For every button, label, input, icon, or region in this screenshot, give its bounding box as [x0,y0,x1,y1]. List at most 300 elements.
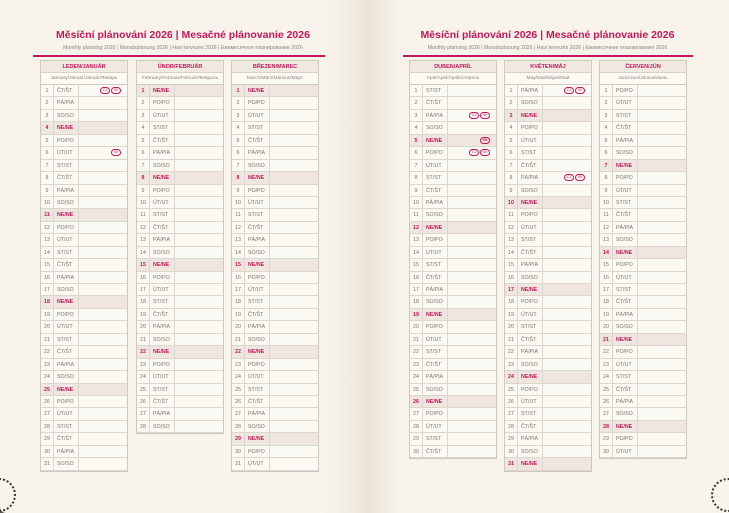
month-translations: June/Juni/Június/Июнь [600,73,686,85]
weekday-label: SO/SO [518,272,543,283]
page-title: Měsíční plánování 2026 | Mesačné plánovanie 2026 [420,29,675,41]
day-row[interactable] [600,433,686,445]
day-row[interactable] [41,384,127,396]
day-row[interactable] [600,135,686,147]
day-row[interactable] [410,197,496,209]
day-row[interactable] [600,234,686,246]
day-row[interactable] [410,408,496,420]
day-row[interactable] [410,222,496,234]
day-row[interactable] [137,408,223,420]
weekday-label: PO/PO [245,97,270,108]
day-row[interactable] [41,321,127,333]
weekday-label: SO/SO [245,160,270,171]
weekday-label: ST/ST [423,172,448,183]
day-row[interactable] [137,122,223,134]
day-row[interactable] [41,222,127,234]
weekday-label: PÁ/PIA [54,185,79,196]
weekday-label: ÚT/UT [613,185,638,196]
day-row[interactable] [410,334,496,346]
day-row[interactable] [505,446,591,458]
day-number: 8 [505,172,518,183]
day-row[interactable] [137,371,223,383]
day-row[interactable] [137,234,223,246]
day-row[interactable] [410,110,496,122]
notes-cell[interactable] [543,174,591,181]
day-number: 24 [137,371,150,382]
day-row[interactable] [41,85,127,97]
day-number: 27 [137,408,150,419]
day-row[interactable] [410,384,496,396]
day-row[interactable] [41,122,127,134]
day-row[interactable] [41,209,127,221]
day-row[interactable] [232,446,318,458]
day-row[interactable] [232,408,318,420]
day-row[interactable] [410,209,496,221]
weekday-label: ST/ST [518,147,543,158]
day-row[interactable] [232,346,318,358]
day-row[interactable] [410,97,496,109]
day-number: 11 [137,209,150,220]
day-row[interactable] [410,421,496,433]
day-row[interactable] [410,296,496,308]
day-row[interactable] [232,135,318,147]
day-number: 15 [410,259,423,270]
day-row[interactable] [232,309,318,321]
day-row[interactable] [137,209,223,221]
day-number: 13 [410,234,423,245]
weekday-label: ST/ST [613,284,638,295]
weekday-label: PÁ/PIA [613,222,638,233]
day-row[interactable] [137,321,223,333]
weekday-label: NE/NE [518,110,543,121]
weekday-label: ÚT/UT [54,147,79,158]
weekday-label: NE/NE [54,296,79,307]
day-row[interactable] [41,110,127,122]
day-row[interactable] [410,446,496,458]
notes-cell[interactable] [448,112,496,119]
day-row[interactable] [137,359,223,371]
weekday-label: PÁ/PIA [423,197,448,208]
day-row[interactable] [41,446,127,458]
day-row[interactable] [600,346,686,358]
day-number: 9 [232,185,245,196]
day-row[interactable] [41,421,127,433]
weekday-label: ČT/ŠT [54,85,79,96]
day-row[interactable] [600,321,686,333]
day-row[interactable] [505,309,591,321]
day-row[interactable] [41,359,127,371]
day-row[interactable] [137,284,223,296]
weekday-label: SO/SO [613,234,638,245]
day-row[interactable] [41,147,127,159]
day-row[interactable] [232,334,318,346]
weekday-label: SO/SO [245,421,270,432]
day-row[interactable] [600,446,686,458]
day-row[interactable] [505,421,591,433]
day-number: 28 [410,421,423,432]
weekday-label: ST/ST [518,321,543,332]
day-row[interactable] [505,85,591,97]
weekday-label: ST/ST [423,346,448,357]
day-number: 25 [410,384,423,395]
weekday-label: ČT/ŠT [518,334,543,345]
day-row[interactable] [232,247,318,259]
day-row[interactable] [232,85,318,97]
day-row[interactable] [232,160,318,172]
day-row[interactable] [600,185,686,197]
day-row[interactable] [137,185,223,197]
weekday-label: ČT/ŠT [613,384,638,395]
weekday-label: ÚT/UT [245,458,270,469]
day-row[interactable] [137,396,223,408]
weekday-label: PO/PO [518,296,543,307]
notes-cell[interactable] [448,137,496,144]
day-row[interactable] [410,371,496,383]
weekday-label: SO/SO [54,458,79,469]
day-row[interactable] [505,346,591,358]
day-row[interactable] [600,209,686,221]
weekday-label: PÁ/PIA [245,408,270,419]
day-number: 21 [600,334,613,345]
day-row[interactable] [600,85,686,97]
weekday-label: SO/SO [245,247,270,258]
day-row[interactable] [137,421,223,433]
day-row[interactable] [505,359,591,371]
weekday-label: ÚT/UT [423,247,448,258]
day-row[interactable] [232,284,318,296]
month-translations: March/März/Március/Март [232,73,318,85]
day-row[interactable] [600,197,686,209]
day-row[interactable] [137,346,223,358]
day-row[interactable] [41,197,127,209]
day-row[interactable] [505,433,591,445]
day-number: 18 [137,296,150,307]
day-row[interactable] [410,272,496,284]
day-row[interactable] [600,284,686,296]
day-number: 27 [600,408,613,419]
weekday-label: ST/ST [245,209,270,220]
day-row[interactable] [232,222,318,234]
day-row[interactable] [600,122,686,134]
day-row[interactable] [600,247,686,259]
day-number: 12 [137,222,150,233]
day-row[interactable] [505,247,591,259]
day-number: 8 [410,172,423,183]
day-row[interactable] [505,458,591,470]
day-row[interactable] [505,296,591,308]
day-number: 23 [410,359,423,370]
day-row[interactable] [600,172,686,184]
day-row[interactable] [232,396,318,408]
month-table [231,60,319,472]
weekday-label: ÚT/UT [245,110,270,121]
day-row[interactable] [600,222,686,234]
day-number: 3 [41,110,54,121]
weekday-label: PÁ/PIA [518,346,543,357]
day-row[interactable] [137,296,223,308]
day-row[interactable] [232,371,318,383]
day-row[interactable] [410,309,496,321]
day-number: 16 [137,272,150,283]
weekday-label: NE/NE [518,284,543,295]
day-row[interactable] [137,197,223,209]
day-number: 26 [600,396,613,407]
day-row[interactable] [41,160,127,172]
day-row[interactable] [410,185,496,197]
day-number: 13 [232,234,245,245]
day-row[interactable] [232,384,318,396]
weekday-label: SO/SO [423,122,448,133]
weekday-label: ČT/ŠT [245,135,270,146]
day-row[interactable] [137,85,223,97]
month-name: DUBEN/APRÍL [410,61,496,73]
day-row[interactable] [41,296,127,308]
day-row[interactable] [505,234,591,246]
month-name: LEDEN/JANUÁR [41,61,127,73]
day-row[interactable] [41,185,127,197]
day-number: 4 [232,122,245,133]
day-row[interactable] [600,272,686,284]
day-row[interactable] [232,97,318,109]
day-row[interactable] [137,384,223,396]
day-number: 8 [600,172,613,183]
holiday-badge: CZ [564,87,574,94]
weekday-label: ÚT/UT [518,309,543,320]
day-row[interactable] [232,296,318,308]
day-row[interactable] [41,97,127,109]
day-row[interactable] [505,197,591,209]
day-row[interactable] [600,296,686,308]
day-row[interactable] [232,185,318,197]
day-row[interactable] [232,147,318,159]
day-row[interactable] [505,334,591,346]
day-row[interactable] [600,97,686,109]
month-table [409,60,497,459]
day-row[interactable] [410,396,496,408]
day-row[interactable] [410,321,496,333]
day-row[interactable] [600,421,686,433]
weekday-label: ČT/ŠT [518,247,543,258]
day-row[interactable] [410,147,496,159]
day-number: 28 [600,421,613,432]
day-row[interactable] [410,160,496,172]
day-number: 25 [505,384,518,395]
weekday-label: ÚT/UT [54,408,79,419]
holiday-badge: SK [480,137,490,144]
day-row[interactable] [410,433,496,445]
day-row[interactable] [137,160,223,172]
day-row[interactable] [137,172,223,184]
day-number: 12 [505,222,518,233]
notes-cell[interactable] [543,87,591,94]
day-row[interactable] [410,247,496,259]
day-number: 1 [41,85,54,96]
day-row[interactable] [600,160,686,172]
weekday-label: ÚT/UT [423,421,448,432]
weekday-label: NE/NE [54,209,79,220]
day-row[interactable] [410,259,496,271]
day-row[interactable] [232,172,318,184]
day-row[interactable] [41,234,127,246]
day-row[interactable] [410,284,496,296]
day-row[interactable] [505,185,591,197]
notes-cell[interactable] [79,149,127,156]
day-row[interactable] [137,147,223,159]
day-row[interactable] [505,321,591,333]
day-row[interactable] [41,272,127,284]
day-row[interactable] [600,147,686,159]
weekday-label: ČT/ŠT [54,172,79,183]
day-row[interactable] [600,110,686,122]
day-row[interactable] [410,122,496,134]
day-number: 3 [505,110,518,121]
day-row[interactable] [505,122,591,134]
weekday-label: PÁ/PIA [150,408,175,419]
day-row[interactable] [505,371,591,383]
day-number: 23 [41,359,54,370]
day-row[interactable] [137,309,223,321]
weekday-label: PÁ/PIA [54,97,79,108]
month-name: ČERVEN/JÚN [600,61,686,73]
day-number: 8 [137,172,150,183]
day-number: 6 [232,147,245,158]
day-number: 4 [410,122,423,133]
day-row[interactable] [232,122,318,134]
day-row[interactable] [505,259,591,271]
day-row[interactable] [600,334,686,346]
day-row[interactable] [232,209,318,221]
day-number: 2 [600,97,613,108]
month-table [504,60,592,472]
day-row[interactable] [232,321,318,333]
weekday-label: ÚT/UT [150,371,175,382]
day-row[interactable] [41,396,127,408]
weekday-label: ST/ST [613,197,638,208]
day-row[interactable] [232,197,318,209]
day-row[interactable] [600,359,686,371]
day-number: 24 [232,371,245,382]
day-row[interactable] [505,172,591,184]
day-number: 9 [505,185,518,196]
day-row[interactable] [232,359,318,371]
day-number: 13 [505,234,518,245]
day-row[interactable] [41,172,127,184]
day-row[interactable] [410,234,496,246]
day-row[interactable] [600,396,686,408]
day-number: 15 [137,259,150,270]
day-row[interactable] [232,272,318,284]
day-row[interactable] [137,259,223,271]
day-row[interactable] [600,384,686,396]
day-row[interactable] [600,259,686,271]
weekday-label: SO/SO [613,408,638,419]
day-row[interactable] [505,396,591,408]
weekday-label: PÁ/PIA [613,309,638,320]
day-row[interactable] [41,259,127,271]
day-row[interactable] [137,272,223,284]
day-row[interactable] [410,346,496,358]
day-number: 20 [41,321,54,332]
day-row[interactable] [505,284,591,296]
day-row[interactable] [410,172,496,184]
day-row[interactable] [600,371,686,383]
day-row[interactable] [232,110,318,122]
weekday-label: PÁ/PIA [150,234,175,245]
weekday-label: PO/PO [150,97,175,108]
weekday-label: ÚT/UT [54,234,79,245]
day-row[interactable] [137,222,223,234]
weekday-label: PÁ/PIA [518,85,543,96]
day-row[interactable] [41,458,127,470]
weekday-label: ST/ST [518,408,543,419]
day-row[interactable] [505,272,591,284]
day-row[interactable] [505,222,591,234]
day-row[interactable] [41,284,127,296]
day-row[interactable] [232,433,318,445]
day-number: 12 [41,222,54,233]
day-row[interactable] [137,110,223,122]
day-row[interactable] [232,421,318,433]
day-row[interactable] [137,135,223,147]
day-row[interactable] [600,309,686,321]
day-row[interactable] [505,97,591,109]
weekday-label: PÁ/PIA [54,446,79,457]
day-number: 19 [410,309,423,320]
day-number: 6 [137,147,150,158]
day-row[interactable] [41,334,127,346]
weekday-label: NE/NE [245,259,270,270]
day-row[interactable] [41,135,127,147]
day-row[interactable] [41,247,127,259]
weekday-label: SO/SO [245,334,270,345]
day-row[interactable] [41,346,127,358]
day-row[interactable] [600,408,686,420]
day-row[interactable] [41,408,127,420]
day-number: 18 [600,296,613,307]
day-row[interactable] [137,97,223,109]
day-row[interactable] [410,85,496,97]
corner-dots-decoration [0,478,16,512]
day-row[interactable] [505,209,591,221]
day-row[interactable] [137,247,223,259]
day-row[interactable] [232,259,318,271]
day-row[interactable] [505,384,591,396]
month-translations: April/April/Április/Апрель [410,73,496,85]
holiday-badge: CZ [100,87,110,94]
holiday-badge: CZ [469,112,479,119]
day-row[interactable] [505,135,591,147]
day-row[interactable] [232,234,318,246]
day-row[interactable] [137,334,223,346]
day-row[interactable] [410,359,496,371]
weekday-label: NE/NE [245,172,270,183]
day-row[interactable] [505,110,591,122]
day-row[interactable] [232,458,318,470]
weekday-label: PO/PO [423,321,448,332]
day-row[interactable] [505,160,591,172]
day-row[interactable] [41,309,127,321]
day-row[interactable] [410,135,496,147]
notes-cell[interactable] [79,87,127,94]
weekday-label: NE/NE [423,309,448,320]
day-number: 1 [505,85,518,96]
day-row[interactable] [505,147,591,159]
day-row[interactable] [505,408,591,420]
day-row[interactable] [41,433,127,445]
day-number: 25 [232,384,245,395]
notes-cell[interactable] [448,149,496,156]
day-row[interactable] [41,371,127,383]
